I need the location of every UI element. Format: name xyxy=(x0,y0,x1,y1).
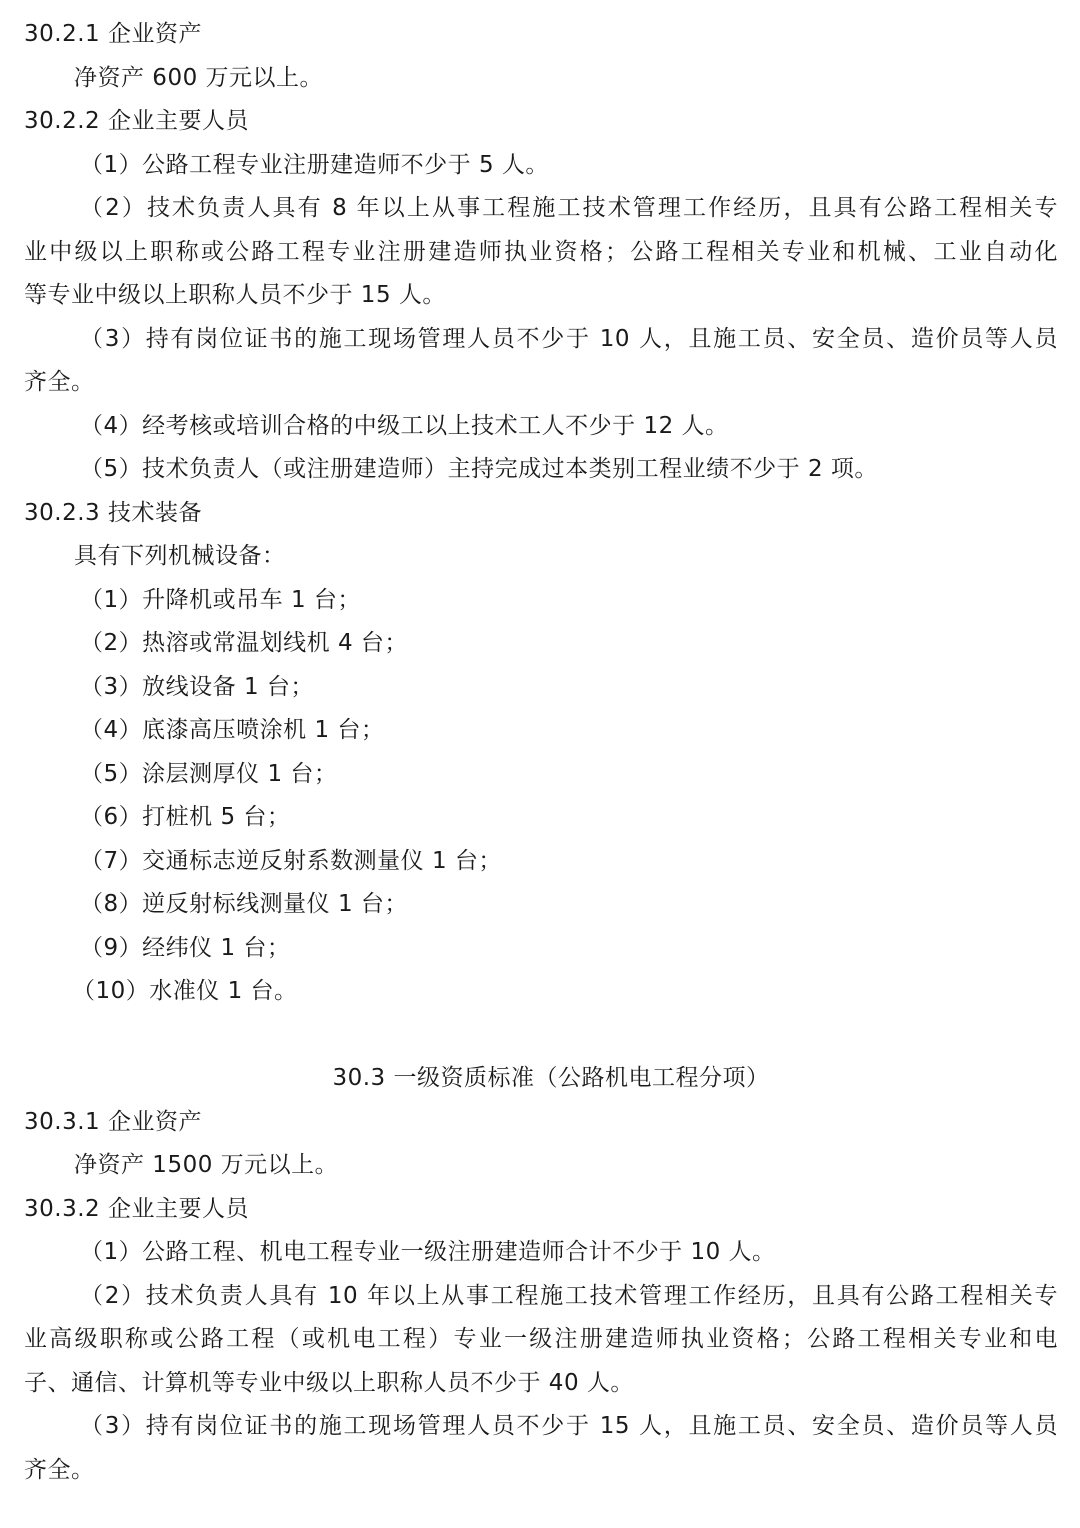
item-30-2-2-4: （4）经考核或培训合格的中级工以上技术工人不少于 12 人。 xyxy=(80,412,729,439)
item-30-2-2-3-line2: 齐全。 xyxy=(24,369,95,395)
equipment-item-8: （8）逆反射标线测量仪 1 台； xyxy=(80,891,408,917)
item-30-2-2-2-line3: 等专业中级以上职称人员不少于 15 人。 xyxy=(24,282,446,308)
paragraph-net-assets-600: 净资产 600 万元以上。 xyxy=(74,64,324,91)
section-title-30-3: 30.3 一级资质标准（公路机电工程分项） xyxy=(332,1065,770,1091)
item-30-3-2-1: （1）公路工程、机电工程专业一级注册建造师合计不少于 10 人。 xyxy=(80,1239,776,1265)
item-30-2-2-1: （1）公路工程专业注册建造师不少于 5 人。 xyxy=(80,151,549,178)
equipment-item-6: （6）打桩机 5 台； xyxy=(80,804,291,830)
equipment-item-4: （4）底漆高压喷涂机 1 台； xyxy=(80,717,385,743)
item-30-3-2-2-line2: 业高级职称或公路工程（或机电工程）专业一级注册建造师执业资格；公路工程相关专业和电 xyxy=(24,1326,1058,1352)
equipment-item-3: （3）放线设备 1 台； xyxy=(80,673,314,700)
heading-30-2-3: 30.2.3 技术装备 xyxy=(24,499,202,526)
paragraph-net-assets-1500: 净资产 1500 万元以上。 xyxy=(74,1152,339,1178)
item-30-3-2-2-line3: 子、通信、计算机等专业中级以上职称人员不少于 40 人。 xyxy=(24,1369,634,1396)
equipment-item-5: （5）涂层测厚仪 1 台； xyxy=(80,760,338,787)
heading-30-3-2: 30.3.2 企业主要人员 xyxy=(24,1195,249,1222)
item-30-3-2-3-line2: 齐全。 xyxy=(24,1456,95,1483)
section-spacer xyxy=(24,1014,1058,1058)
item-30-2-2-5: （5）技术负责人（或注册建造师）主持完成过本类别工程业绩不少于 2 项。 xyxy=(80,456,878,482)
equipment-item-10: （10）水准仪 1 台。 xyxy=(72,978,298,1004)
heading-30-3-1: 30.3.1 企业资产 xyxy=(24,1108,202,1135)
equipment-item-2: （2）热溶或常温划线机 4 台； xyxy=(80,630,408,656)
item-30-2-2-2-line1: （2）技术负责人具有 8 年以上从事工程施工技术管理工作经历，且具有公路工程相关专 xyxy=(80,195,1058,221)
item-30-2-2-2-line2: 业中级以上职称或公路工程专业注册建造师执业资格；公路工程相关专业和机械、工业自动化 xyxy=(24,238,1058,265)
equipment-item-7: （7）交通标志逆反射系数测量仪 1 台； xyxy=(80,847,502,874)
item-30-3-2-3-line1: （3）持有岗位证书的施工现场管理人员不少于 15 人，且施工员、安全员、造价员等人员 xyxy=(80,1413,1058,1439)
heading-30-2-2: 30.2.2 企业主要人员 xyxy=(24,108,249,134)
equipment-item-9: （9）经纬仪 1 台； xyxy=(80,934,291,961)
item-30-3-2-2-line1: （2）技术负责人具有 10 年以上从事工程施工技术管理工作经历，且具有公路工程相关专 xyxy=(80,1282,1058,1309)
paragraph-equipment-intro: 具有下列机械设备： xyxy=(74,543,286,569)
heading-30-2-1: 30.2.1 企业资产 xyxy=(24,21,202,47)
item-30-2-2-3-line1: （3）持有岗位证书的施工现场管理人员不少于 10 人，且施工员、安全员、造价员等人员 xyxy=(80,325,1058,352)
equipment-item-1: （1）升降机或吊车 1 台； xyxy=(80,586,361,613)
